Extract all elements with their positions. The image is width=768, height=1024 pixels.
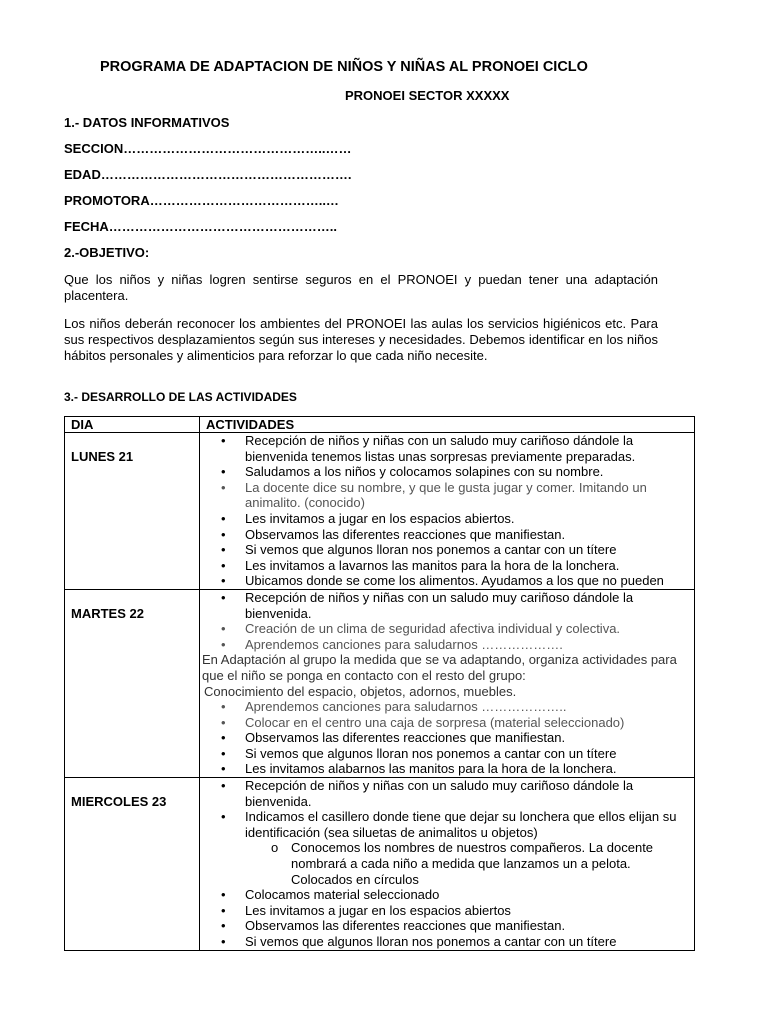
list-item: • Observamos las diferentes reacciones que manifiestan. [200,527,694,543]
activities-cell [200,433,695,590]
table-row-wednesday [65,778,695,951]
list-item: • Les invitamos a jugar en los espacios abiertos. [200,511,694,527]
table-row-tuesday [65,589,695,777]
knowledge-paragraph: Conocimiento del espacio, objetos, adornos, muebles. [204,683,517,699]
header-day: DIA [65,417,200,433]
document-subtitle: PRONOEI SECTOR XXXXX [345,88,510,103]
list-item: • Recepción de niños y niñas con un saludo muy cariñoso dándole la bienvenida. [200,590,694,621]
table-header-row [65,417,695,433]
list-item: • Les invitamos alabarnos las manitos para la hora de la lonchera. [200,761,694,777]
sub-list-item: o Conocemos los nombres de nuestros compañeros. La docente nombrará a cada niño a medida que lanzamos un a pelota. Colocados en círculos [200,840,694,887]
activity-list [200,433,694,589]
list-item: • Recepción de niños y niñas con un saludo muy cariñoso dándole la bienvenida. [200,778,694,809]
objective-paragraph-2: Los niños deberán reconocer los ambientes del PRONOEI las aulas los servicios higiénicos etc. Para sus respectivos desplazamientos según sus intereses y necesidades. Debemos identificar en los niños hábitos personales y alimenticios para reforzar lo que cada niño necesite. [64,316,658,363]
field-fecha: FECHA…………………………………………….. [64,219,337,234]
activities-cell [200,589,695,777]
section-heading-objetivo: 2.-OBJETIVO: [64,245,150,260]
list-item: • Aprendemos canciones para saludarnos ……………….. [200,699,694,715]
day-label: MIERCOLES 23 [71,794,167,810]
document-title: PROGRAMA DE ADAPTACION DE NIÑOS Y NIÑAS AL PRONOEI CICLO [100,59,588,75]
list-item: • Observamos las diferentes reacciones que manifiestan. [200,918,694,934]
field-seccion: SECCION………………………………………..…… [64,141,352,156]
list-item: • Creación de un clima de seguridad afectiva individual y colectiva. [200,621,694,637]
list-item: • Colocar en el centro una caja de sorpresa (material seleccionado) [200,715,694,731]
field-promotora: PROMOTORA…………………………………..… [64,193,339,208]
day-cell [65,589,200,777]
list-item: • Les invitamos a lavarnos las manitos para la hora de la lonchera. [200,558,694,574]
list-item: • Saludamos a los niños y colocamos solapines con su nombre. [200,464,694,480]
header-activities: ACTIVIDADES [200,417,695,433]
day-cell [65,433,200,590]
list-item: • Si vemos que algunos lloran nos ponemos a cantar con un títere [200,746,694,762]
list-item: • La docente dice su nombre, y que le gusta jugar y comer. Imitando un animalito. (conocido) [200,480,694,511]
activities-table [64,416,695,951]
section-heading-datos: 1.- DATOS INFORMATIVOS [64,115,230,130]
day-label: MARTES 22 [71,605,144,621]
list-item: • Colocamos material seleccionado [200,887,694,903]
adaptation-paragraph: En Adaptación al grupo la medida que se va adaptando, organiza actividades para que el niño se ponga en contacto con el resto del grupo: [202,652,677,683]
list-item: • Observamos las diferentes reacciones que manifiestan. [200,730,694,746]
field-edad: EDAD…………………………………………………. [64,167,352,182]
list-item: • Aprendemos canciones para saludarnos ………………. [200,637,694,653]
day-label: LUNES 21 [71,449,134,464]
activity-list [200,778,694,950]
day-cell [65,778,200,951]
list-item: • Les invitamos a jugar en los espacios abiertos [200,903,694,919]
list-item: • Indicamos el casillero donde tiene que dejar su lonchera que ellos elijan su identificación (sea siluetas de animalitos u objetos) [200,809,694,840]
list-item: • Ubicamos donde se come los alimentos. Ayudamos a los que no pueden [200,573,694,589]
table-row-monday [65,433,695,590]
list-item: • Si vemos que algunos lloran nos ponemos a cantar con un títere [200,542,694,558]
activity-list [200,699,694,777]
list-item: • Si vemos que algunos lloran nos ponemos a cantar con un títere [200,934,694,950]
list-item: • Recepción de niños y niñas con un saludo muy cariñoso dándole la bienvenida tenemos listas unas sorpresas previamente preparadas. [200,433,694,464]
activities-cell [200,778,695,951]
activity-list [200,590,694,652]
section-heading-actividades: 3.- DESARROLLO DE LAS ACTIVIDADES [64,390,297,404]
objective-paragraph-1: Que los niños y niñas logren sentirse seguros en el PRONOEI y puedan tener una adaptación placentera. [64,272,658,303]
